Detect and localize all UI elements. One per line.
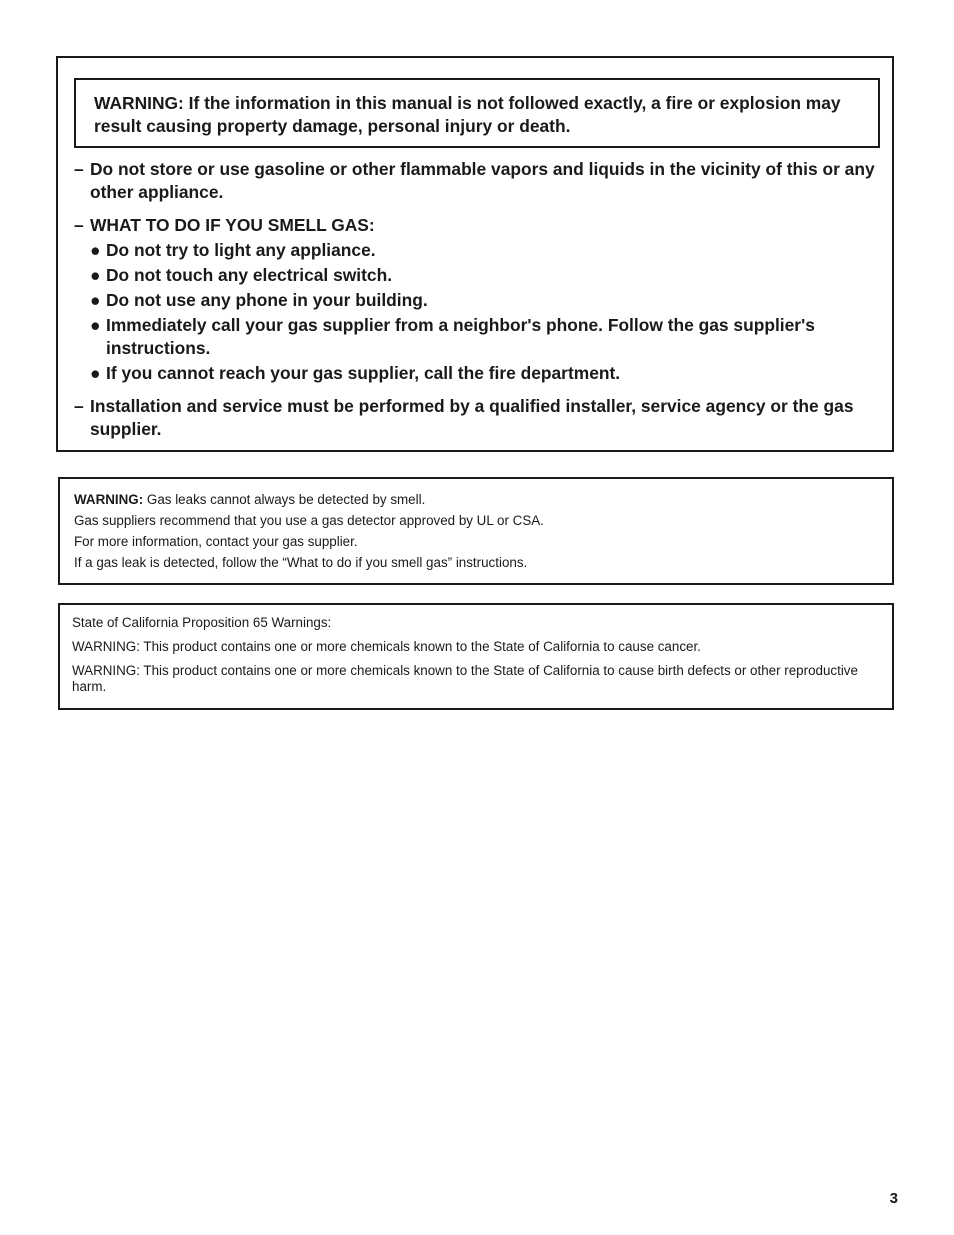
dash-marker: – — [74, 215, 84, 235]
prop65-birth-defects-warning: WARNING: This product contains one or more chemicals known to the State of California to cause birth defects or other reproductive harm. — [72, 663, 858, 694]
bullet-text: Do not use any phone in your building. — [106, 290, 428, 310]
installation-instruction: Installation and service must be performed by a qualified installer, service agency or the gas supplier. — [90, 396, 854, 439]
bullet-text: Immediately call your gas supplier from a neighbor's phone. Follow the gas supplier's instructions. — [106, 315, 815, 358]
bullet-text: Do not touch any electrical switch. — [106, 265, 393, 285]
prop65-warning-box — [58, 603, 894, 710]
smell-gas-bullets — [90, 239, 880, 385]
bullet-item — [90, 314, 880, 360]
fire-explosion-warning: WARNING: If the information in this manual is not followed exactly, a fire or explosion may result causing property damage, personal injury or death. — [74, 78, 880, 148]
gas-leak-text: Gas leaks cannot always be detected by smell. — [146, 492, 426, 507]
bullet-item — [90, 239, 880, 262]
bullet-icon: ● — [90, 315, 101, 335]
bullet-item — [90, 289, 880, 312]
list-item — [74, 214, 880, 385]
bullet-text: If you cannot reach your gas supplier, call the fire department. — [106, 363, 621, 383]
bullet-item — [90, 264, 880, 287]
list-item — [74, 395, 880, 441]
prop65-title: State of California Proposition 65 Warnings: — [72, 615, 332, 630]
gas-leak-line — [74, 489, 878, 510]
warning-label: WARNING: — [74, 492, 144, 507]
gas-leak-warning-box — [58, 477, 894, 585]
flammable-vapors-instruction: Do not store or use gasoline or other flammable vapors and liquids in the vicinity of this or any other appliance. — [90, 159, 875, 202]
bullet-item — [90, 362, 880, 385]
dash-marker: – — [74, 159, 84, 179]
gas-safety-list — [74, 158, 880, 451]
gas-detector-line: Gas suppliers recommend that you use a gas detector approved by UL or CSA. — [74, 513, 544, 528]
list-item — [74, 158, 880, 204]
prop65-cancer-warning: WARNING: This product contains one or more chemicals known to the State of California to cause cancer. — [72, 639, 701, 654]
smell-gas-heading: WHAT TO DO IF YOU SMELL GAS: — [90, 215, 375, 235]
bullet-icon: ● — [90, 265, 101, 285]
dash-marker: – — [74, 396, 84, 416]
main-warning-box — [56, 56, 894, 452]
bullet-icon: ● — [90, 240, 101, 260]
page-number: 3 — [889, 1190, 898, 1207]
bullet-icon: ● — [90, 363, 101, 383]
leak-detected-line: If a gas leak is detected, follow the “What to do if you smell gas” instructions. — [74, 555, 528, 570]
bullet-icon: ● — [90, 290, 101, 310]
bullet-text: Do not try to light any appliance. — [106, 240, 376, 260]
contact-supplier-line: For more information, contact your gas supplier. — [74, 534, 358, 549]
